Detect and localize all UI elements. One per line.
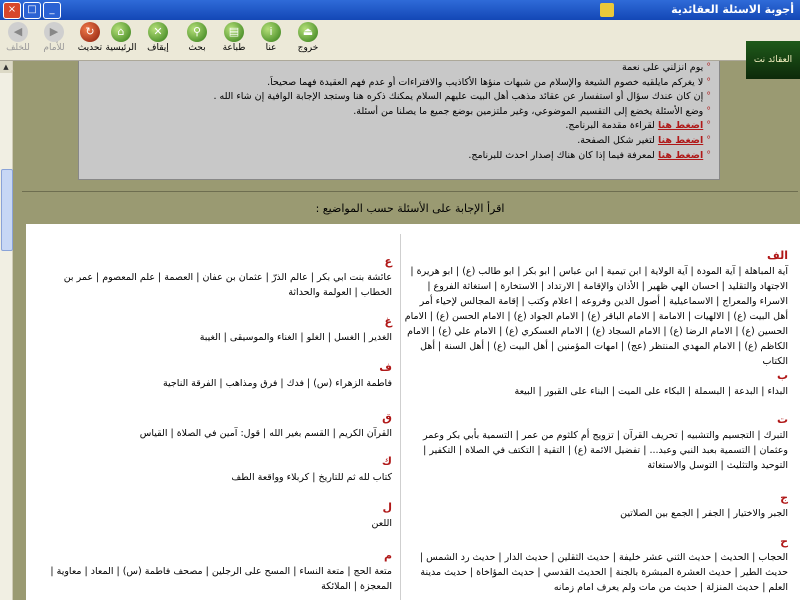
topic-group <box>404 534 788 595</box>
back-icon: ◀ <box>8 22 28 42</box>
topic-letter: م <box>383 549 392 562</box>
topic-letter: الف <box>766 249 788 262</box>
intro-link[interactable]: اضغط هنا <box>657 120 704 132</box>
topic-links[interactable]: القرآن الكريم | القسم بغير الله | قول: آمين في الصلاة | القياس <box>139 428 392 439</box>
topic-group <box>404 368 788 399</box>
topics-panel <box>26 224 800 600</box>
topic-links[interactable]: آية المباهلة | آية المودة | آية الولاية | ابن تيمية | ابن عباس | ابو بكر | ابو طالب (ع) | ابو هريرة | الاجتهاد والتقليد | احسان الهي ظهير | الأذان والإقامة | الارتداد | الاستخارة | استغاثة الفروع | الاسراء والمعراج | الاسماعيلية | أصول الدين وفروعه | اعلام وكتب | إقامة المجالس لإحياء أمر أهل البيت (ع) | الالهيات | الامامة | الامام الباقر (ع) | الامام الجواد (ع) | الامام الحسن (ع) | الامام الحسين (ع) | الامام الرضا (ع) | الامام السجاد (ع) | الامام العسكري (ع) | الامام علي (ع) | الامام الكاظم (ع) | الامام المهدي المنتظر (عج) | امهات المؤمنين | أهل البيت (ع) | أهل السنة | أهل الكتاب <box>404 266 788 367</box>
topic-letter: ع <box>384 255 392 268</box>
topic-letter: ت <box>776 413 788 426</box>
window-title: أجوبة الاسئلة العقائدية <box>671 3 794 16</box>
app-icon <box>600 3 614 17</box>
topic-group <box>32 454 392 485</box>
minimize-button[interactable]: _ <box>43 2 61 19</box>
separator <box>22 191 798 192</box>
intro-line: °لا يغركم مايلقيه خصوم الشيعة والإسلام من شبهات منؤها الأكاذيب والافتراءات أو عدم فهم العقيدة فهما صحيحاً. <box>267 76 711 88</box>
topic-links[interactable]: اللعن <box>371 518 392 529</box>
search-icon: ⚲ <box>187 22 207 42</box>
section-title: اقرأ الإجابة على الأسئلة حسب المواضيع : <box>315 202 505 215</box>
search-button[interactable]: ⚲ بحث <box>179 22 215 53</box>
intro-link-line: °اضغط هنا لتغير شكل الصفحة. <box>577 134 711 146</box>
exit-button[interactable]: ⏏ خروج <box>290 22 326 53</box>
topic-links[interactable]: الحجاب | الحديث | حديث الثني عشر خليفة | حديث الثقلين | حديث الدار | حديث رد الشمس | حديث الطير | حديث العشرة المبشرة بالجنة | الحديث القدسي | حديث المؤاخاة | حديث مدينة العلم | حديث المنزلة | حديث من مات ولم يعرف امام زمانه <box>419 552 788 593</box>
toolbar <box>0 20 800 65</box>
topic-letter: ح <box>780 535 788 548</box>
refresh-button[interactable]: ↻ تحديث <box>72 22 108 53</box>
print-button[interactable]: ▤ طباعة <box>216 22 252 53</box>
topic-group <box>32 410 392 441</box>
stop-button[interactable]: ✕ إيقاف <box>140 22 176 53</box>
topic-links[interactable]: الجبر والاختيار | الجفر | الجمع بين الصلاتين <box>620 508 788 519</box>
topic-links[interactable]: البداء | البدعة | البسملة | البكاء على الميت | البناء على القبور | البيعة <box>514 386 788 397</box>
close-button[interactable]: × <box>3 2 21 19</box>
app-logo: العقائد نت <box>746 41 800 79</box>
topic-group <box>404 248 788 369</box>
topic-links[interactable]: الغدير | الغسل | الغلو | الغناء والموسيقى | الغيبة <box>199 332 392 343</box>
topic-group <box>32 314 392 345</box>
stop-icon: ✕ <box>148 22 168 42</box>
intro-link-line: °اضغط هنا لقراءة مقدمة البرنامج. <box>565 120 711 132</box>
topic-letter: ك <box>381 455 392 468</box>
exit-icon: ⏏ <box>298 22 318 42</box>
topic-links[interactable]: فاطمة الزهراء (س) | فدك | فرق ومذاهب | الفرقة الناجية <box>162 378 392 389</box>
theme-link[interactable]: اضغط هنا <box>657 134 704 146</box>
topic-group <box>404 490 788 521</box>
title-bar[interactable] <box>0 0 800 20</box>
topic-links[interactable]: عائشة بنت ابي بكر | عالم الذرّ | عثمان بن عفان | العصمة | علم المعصوم | عمر بن الخطاب | العولمة والحداثة <box>63 272 392 298</box>
topic-letter: ب <box>776 369 788 382</box>
back-button[interactable]: ◀ للخلف <box>0 22 36 53</box>
intro-link-line: °اضغط هنا لمعرفة فيما إذا كان هناك إصدار احدث للبرنامج. <box>468 149 711 161</box>
printer-icon: ▤ <box>224 22 244 42</box>
column-divider <box>400 234 401 600</box>
topic-group <box>32 254 392 300</box>
intro-line: °وضع الأسئلة يخضع إلى التقسيم الموضوعي، وغير ملتزمين بوضع جميع ما يصلنا من أسئلة. <box>353 105 711 117</box>
intro-line: °يوم انزلني على نعمة <box>622 62 711 73</box>
home-button[interactable]: ⌂ الرئيسية <box>103 22 139 53</box>
about-button[interactable]: i عنا <box>253 22 289 53</box>
topic-links[interactable]: متعة الحج | متعة النساء | المسح على الرجلين | مصحف فاطمة (س) | المعاد | معاوية | المعجزة | الملائكة <box>50 566 392 592</box>
home-icon: ⌂ <box>111 22 131 42</box>
vertical-scrollbar[interactable] <box>0 61 13 600</box>
topic-group <box>32 548 392 594</box>
maximize-button[interactable]: □ <box>23 2 41 19</box>
topic-letter: ق <box>382 411 392 424</box>
topic-letter: ف <box>379 361 392 374</box>
topic-letter: غ <box>384 315 392 328</box>
refresh-icon: ↻ <box>80 22 100 42</box>
forward-button[interactable]: ▶ للأمام <box>36 22 72 53</box>
topic-group <box>404 412 788 473</box>
scroll-thumb[interactable] <box>1 169 13 251</box>
topic-group <box>32 500 392 531</box>
topic-links[interactable]: كتاب لله ثم للتاريخ | كربلاء وواقعة الطف <box>231 472 392 483</box>
forward-icon: ▶ <box>44 22 64 42</box>
topic-letter: ل <box>382 501 392 514</box>
topic-group <box>32 360 392 391</box>
update-link[interactable]: اضغط هنا <box>657 149 704 161</box>
topic-letter: ج <box>780 491 788 504</box>
intro-panel <box>78 61 720 180</box>
intro-line: °إن كان عندك سؤال أو استفسار عن عقائد مذهب أهل البيت عليهم السلام يمكنك ذكره هنا وستجد الإجابة الوافية إن شاء الله . <box>213 91 711 103</box>
info-icon: i <box>261 22 281 42</box>
scroll-up-icon[interactable]: ▲ <box>0 61 12 73</box>
topic-links[interactable]: التبرك | التجسيم والتشبيه | تحريف القرآن | تزويج أم كلثوم من عمر | التسمية بأبي بكر وعمر وعثمان | التسمية بعبد النبي وعبد... | تفضيل الائمة (ع) | التقية | التكتف في الصلاة | التكفير | التوحيد والتثليث | التوسل والاستغاثة <box>422 430 788 471</box>
